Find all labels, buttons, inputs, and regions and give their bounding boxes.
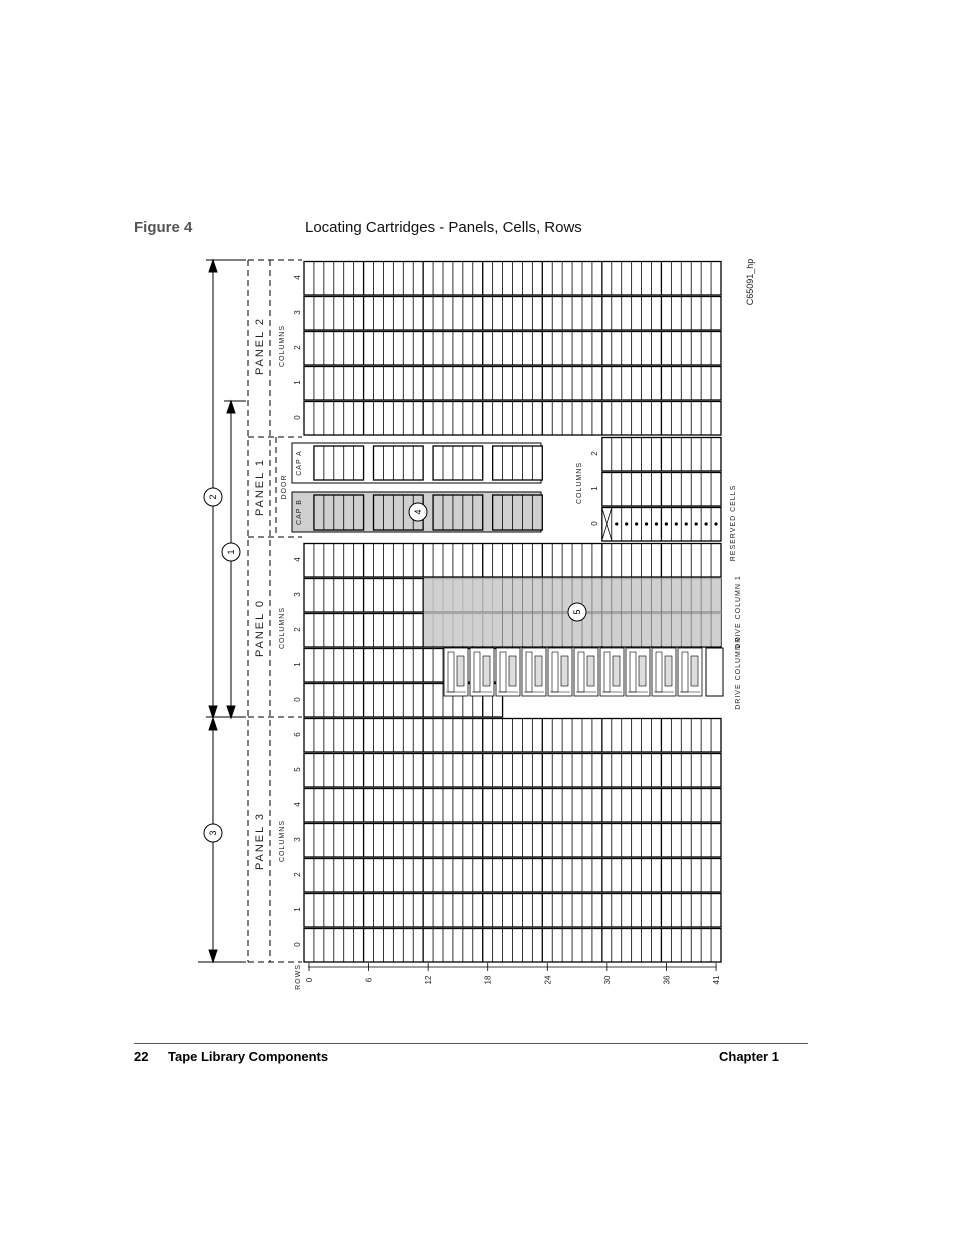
row-tick-label: 36 [662,975,672,985]
column-number: 3 [293,837,302,842]
panel-2-label: PANEL 2 [254,316,266,376]
column-number: 2 [293,627,302,632]
panel-3-column-3 [304,824,721,858]
reserved-cell-dot [675,522,678,525]
reserved-cell-dot [695,522,698,525]
callout-3-label: 3 [208,830,218,836]
footer-section-title: Tape Library Components [168,1049,329,1064]
panel-2-column-1 [304,367,721,401]
reserved-cell-dot [615,522,618,525]
reserved-cells-label: RESERVED CELLS [730,484,737,562]
reserved-cell-dot [655,522,658,525]
column-number: 4 [293,802,302,807]
column-number: 4 [293,557,302,562]
panel-3-label: PANEL 3 [254,811,266,871]
panel-2-column-4 [304,262,721,296]
panel-0-column-4 [304,544,721,578]
figure-label: Figure 4 [134,219,193,236]
tape-drive [548,648,572,696]
column-number: 1 [293,380,302,385]
tape-drive [600,648,624,696]
cap-a-magazine-1 [374,446,424,480]
column-number: 3 [293,310,302,315]
drive-column-0-end-box [706,648,723,696]
callout-1-label: 1 [226,549,236,555]
reserved-cell-dot [665,522,668,525]
figure-code: C65091_hp [745,258,755,306]
row-axis-ticks [305,963,721,984]
panel-1-column-2 [602,438,721,472]
panel-3-columns-label: COLUMNS [279,819,286,863]
reserved-cell-dot [635,522,638,525]
dimension-arrows [198,260,246,962]
row-tick-label: 6 [364,977,374,983]
panel-1-column-0 [602,508,721,542]
row-tick-label: 24 [543,975,553,985]
row-tick-label: 12 [424,975,434,985]
panel-3-column-4 [304,789,721,823]
callout-4 [409,503,427,521]
cap-b-magazine-3 [493,495,543,530]
column-number: 0 [293,415,302,420]
panel-0-label: PANEL 0 [254,598,266,658]
drive-column-1-label: DRIVE COLUMN 1 [735,575,742,649]
row-tick-label: 41 [712,975,722,985]
panel-1-label: PANEL 1 [254,457,266,517]
reserved-cell-dot [645,522,648,525]
row-tick-label: 0 [305,977,314,983]
callout-1 [222,543,240,561]
reserved-cell-dot [625,522,628,525]
cap-b-magazine-0 [314,495,364,530]
panel-1-column-1 [602,473,721,507]
tape-drive [652,648,676,696]
panel-2-column-2 [304,332,721,366]
footer-divider [134,1043,808,1044]
column-number: 4 [293,275,302,280]
drive-column-0-label: DRIVE COLUMN 0 [735,636,742,710]
panel-1-column-number: 1 [590,486,599,491]
callout-2-label: 2 [208,494,218,500]
tape-drive [522,648,546,696]
panel-1-column-number: 2 [590,451,599,456]
column-number: 2 [293,872,302,877]
cap-b-magazine-2 [433,495,483,530]
panel-3-column-1 [304,894,721,928]
panel-3-column-5 [304,754,721,788]
panel-3-column-2 [304,859,721,893]
column-number: 0 [293,942,302,947]
row-tick-label: 30 [602,975,612,985]
reserved-cells [602,438,721,542]
panel-1-columns-label: COLUMNS [576,461,583,505]
panel-3-column-0 [304,929,721,963]
column-number: 2 [293,345,302,350]
panel-3-column-6 [304,719,721,753]
panel-2-column-3 [304,297,721,331]
column-number: 3 [293,592,302,597]
panel-1-column-number: 0 [590,521,599,526]
tape-drive [444,648,468,696]
footer-page-number: 22 [134,1049,149,1064]
callout-3 [204,824,222,842]
tape-drive [470,648,494,696]
column-number: 0 [293,697,302,702]
column-number: 5 [293,767,302,772]
callout-2 [204,488,222,506]
tape-drive [496,648,520,696]
tape-drive [626,648,650,696]
cap-a-magazine-0 [314,446,364,480]
cap-a-magazine-2 [433,446,483,480]
panel-2-columns-label: COLUMNS [279,324,286,368]
cap-a-label: CAP A [296,450,303,476]
drive-bays [444,648,702,696]
cap-b-label: CAP B [296,499,303,525]
footer-chapter: Chapter 1 [719,1049,779,1064]
row-tick-label: 18 [483,975,493,985]
figure-caption: Locating Cartridges - Panels, Cells, Rows [305,219,582,236]
tape-drive [678,648,702,696]
column-number: 1 [293,907,302,912]
rows-axis-label: ROWS [295,964,302,990]
column-number: 6 [293,732,302,737]
cap-a-magazine-3 [493,446,543,480]
reserved-cell-dot [685,522,688,525]
callout-5 [568,603,586,621]
panel-0-columns-label: COLUMNS [279,606,286,650]
callout-5-label: 5 [572,609,582,615]
column-number: 1 [293,662,302,667]
panel-1-door-label: DOOR [281,474,288,500]
callout-4-label: 4 [413,509,423,515]
panel-2-column-0 [304,402,721,436]
tape-drive [574,648,598,696]
reserved-cell-dot [705,522,708,525]
reserved-cell-dot [714,522,717,525]
